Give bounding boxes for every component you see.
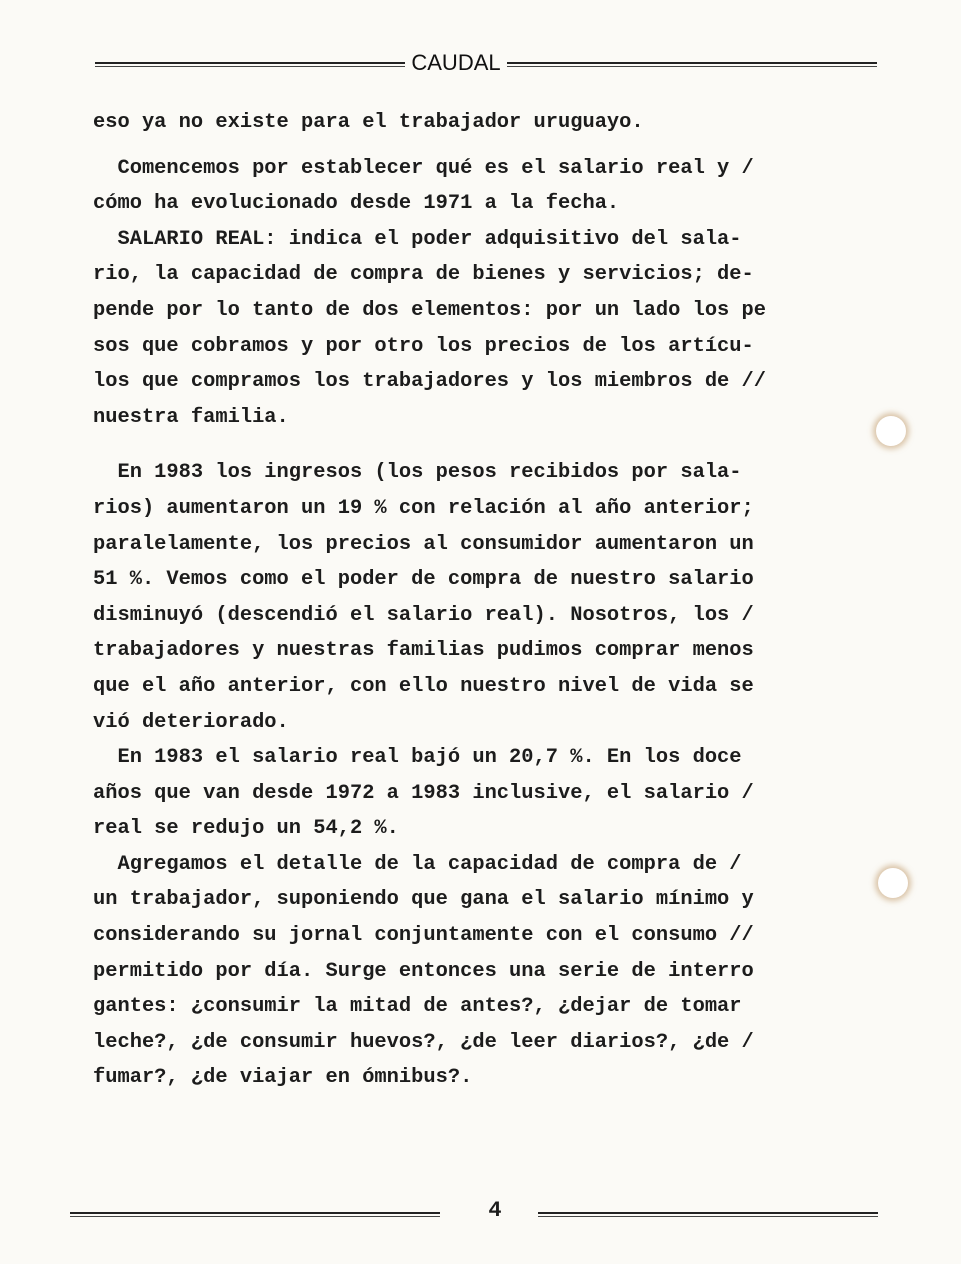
- publication-title: CAUDAL: [411, 50, 501, 75]
- text-line: que el año anterior, con ello nuestro nivel de vida se: [93, 674, 754, 698]
- page-number: 4: [488, 1198, 502, 1223]
- text-line: 51 %. Vemos como el poder de compra de nuestro salario: [93, 568, 754, 592]
- text-line: nuestra familia.: [93, 405, 289, 429]
- text-line: SALARIO REAL: indica el poder adquisitivo del sala-: [93, 227, 742, 251]
- text-line: rios) aumentaron un 19 % con relación al año anterior;: [93, 496, 754, 520]
- text-line: En 1983 los ingresos (los pesos recibidos por sala-: [93, 461, 742, 485]
- header-rule-left: [95, 62, 405, 67]
- text-line: paralelamente, los precios al consumidor aumentaron un: [93, 532, 754, 556]
- article-body: [93, 105, 873, 1096]
- footer-rule-right: [538, 1212, 878, 1217]
- footer-rule-left: [70, 1212, 440, 1217]
- text-line: permitido por día. Surge entonces una serie de interro: [93, 959, 754, 983]
- page-header: [95, 50, 875, 76]
- text-line: En 1983 el salario real bajó un 20,7 %. En los doce: [93, 746, 742, 770]
- text-line: cómo ha evolucionado desde 1971 a la fecha.: [93, 192, 620, 216]
- text-line: trabajadores y nuestras familias pudimos comprar menos: [93, 639, 754, 663]
- text-line: gantes: ¿consumir la mitad de antes?, ¿dejar de tomar: [93, 995, 742, 1019]
- page-footer: [70, 1198, 880, 1228]
- text-line: un trabajador, suponiendo que gana el salario mínimo y: [93, 888, 754, 912]
- text-line: leche?, ¿de consumir huevos?, ¿de leer diarios?, ¿de /: [93, 1030, 754, 1054]
- header-rule-right: [507, 62, 877, 67]
- text-line: vió deteriorado.: [93, 710, 289, 734]
- text-line: los que compramos los trabajadores y los miembros de //: [93, 370, 767, 394]
- text-line: sos que cobramos y por otro los precios de los artícu-: [93, 334, 754, 358]
- text-line: disminuyó (descendió el salario real). Nosotros, los /: [93, 603, 754, 627]
- text-line: real se redujo un 54,2 %.: [93, 817, 399, 841]
- text-line: Agregamos el detalle de la capacidad de compra de /: [93, 852, 742, 876]
- text-line: rio, la capacidad de compra de bienes y servicios; de-: [93, 263, 754, 287]
- text-line: Comencemos por establecer qué es el salario real y /: [93, 156, 754, 180]
- text-line: pende por lo tanto de dos elementos: por un lado los pe: [93, 298, 767, 322]
- text-line: considerando su jornal conjuntamente con el consumo //: [93, 924, 754, 948]
- text-line: fumar?, ¿de viajar en ómnibus?.: [93, 1066, 473, 1090]
- text-line: años que van desde 1972 a 1983 inclusive, el salario /: [93, 781, 754, 805]
- binder-hole: [878, 868, 908, 898]
- binder-hole: [876, 416, 906, 446]
- text-line: eso ya no existe para el trabajador uruguayo.: [93, 111, 644, 134]
